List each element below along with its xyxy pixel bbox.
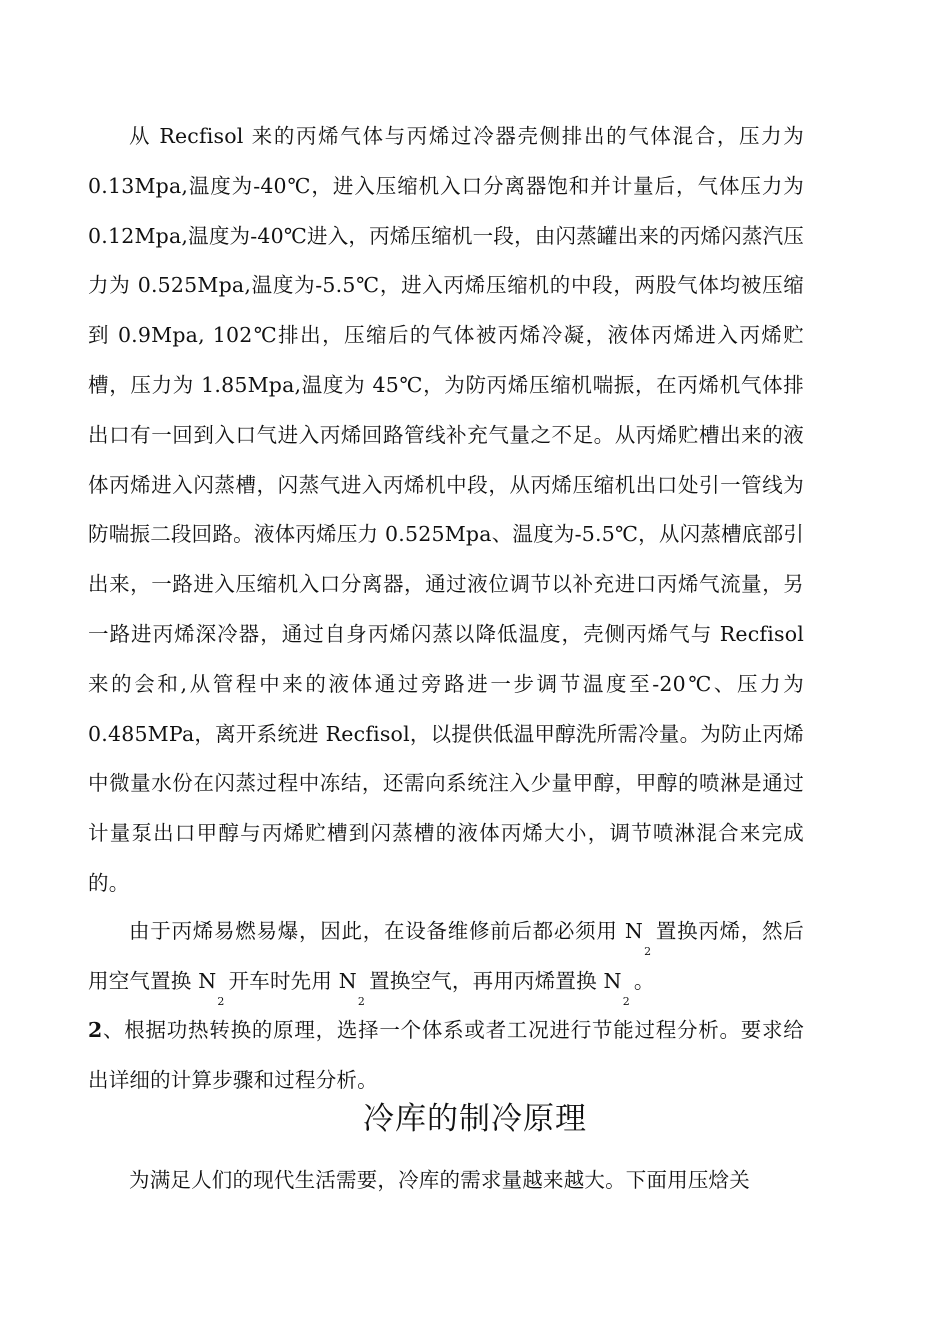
question-number: 2 — [88, 1018, 103, 1042]
subscript: 2 — [644, 945, 652, 958]
text-segment: 开车时先用 N — [228, 968, 357, 993]
subscript: 2 — [622, 994, 630, 1008]
section-heading: 冷库的制冷原理 — [363, 1101, 587, 1137]
paragraph-text — [88, 907, 804, 1007]
paragraph-text: 从 Recfisol 来的丙烯气体与丙烯过冷器壳侧排出的气体混合，压力为0.13Mpa,温度为-40℃，进入压缩机入口分离器饱和并计量后，气体压力为0.12Mpa,温度为-40℃进入，丙烯压缩机一段，由闪蒸罐出来的丙烯闪蒸汽压力为 0.525Mpa,温度为-5.5℃，进入丙烯压缩机的中段，两股气体均被压缩到 0.9Mpa, 102℃排出，压缩后的气体被丙烯冷凝，液体丙烯进入丙烯贮槽，压力为 1.85Mpa,温度为 45℃，为防丙烯压缩机喘振，在丙烯机气体排出口有一回到入口气进入丙烯回路管线补充气量之不足。从丙烯贮槽出来的液体丙烯进入闪蒸槽，闪蒸气进入丙烯机中段，从丙烯压缩机出口处引一管线为防喘振二段回路。液体丙烯压力 0.525Mpa、温度为-5.5℃，从闪蒸槽底部引出来，一路进入压缩机入口分离器，通过液位调节以补充进口丙烯气流量，另一路进丙烯深冷器，通过自身丙烯闪蒸以降低温度，壳侧丙烯气与 Recfisol 来的会和,从管程中来的液体通过旁路进一步调节温度至-20℃、压力为 0.485MPa，离开系统进 Recfisol，以提供低温甲醇洗所需冷量。为防止丙烯中微量水份在闪蒸过程中冻结，还需向系统注入少量甲醇，甲醇的喷淋是通过计量泵出口甲醇与丙烯贮槽到闪蒸槽的液体丙烯大小，调节喷淋混合来完成的。 — [88, 124, 804, 895]
text-segment: 。 — [633, 968, 655, 993]
question-body: 、根据功热转换的原理，选择一个体系或者工况进行节能过程分析。要求给出详细的计算步骤和过程分析。 — [88, 1018, 804, 1092]
paragraph-propylene-process — [88, 112, 804, 909]
text-segment: 由于丙烯易燃易爆，因此，在设备维修前后都必须用 N — [129, 919, 644, 943]
paragraph-text: 为满足人们的现代生活需要，冷库的需求量越来越大。下面用压焓关 — [129, 1168, 750, 1192]
paragraph-nitrogen-replacement — [88, 907, 804, 1007]
text-segment: 置换空气，再用丙烯置换 N — [369, 968, 622, 993]
paragraph-cold-storage-intro — [88, 1156, 804, 1206]
text-segment: 置换丙烯，然后用空气置换 N — [88, 919, 805, 993]
subscript: 2 — [357, 994, 366, 1008]
question-item — [88, 1006, 804, 1106]
question-text — [88, 1006, 804, 1106]
subscript: 2 — [217, 994, 225, 1008]
